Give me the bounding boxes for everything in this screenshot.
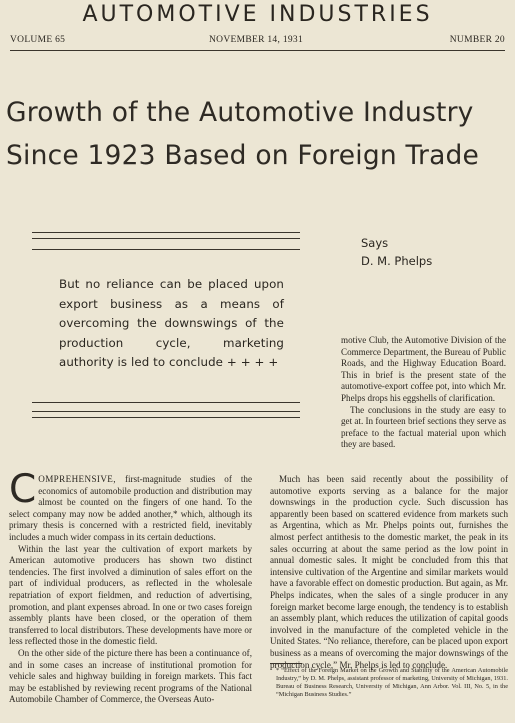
paragraph: On the other side of the picture there has been a continuance of, and in some cases an increase of institutional promotion for vehicle sales and highway building in foreign markets. This fact may be established by reviewing recent programs of the National Automobile Chamber of Commerce, the Overseas Auto- [9, 647, 252, 705]
rule-bottom-single [32, 402, 300, 403]
article-headline [6, 91, 511, 177]
rule-bottom-double [32, 411, 300, 418]
rule-top-single [32, 249, 300, 250]
paragraph: Much has been said recently about the possibility of automotive exports serving as a balance for the major downswings in the production cycle. Such discussion has apparently been based on scattered evidence from markets such as Argentina, which as Mr. Phelps points out, furnishes the almost perfect antithesis to the domestic market, the peak in its sales occurring at about the same period as the low point in annual domestic sales. It might be concluded from this that intensive cultivation of the Argentine and similar markets would have a favorable effect on domestic production. But again, as Mr. Phelps indicates, when the sales of a single producer in any foreign market become large enough, the tendency is to establish an assembly plant, which reduces the utilization of capital goods involved in the manufacture of the completed vehicle in the United States. “No reliance, therefore, can be placed upon export business as a means of overcoming the major downswings of the production cycle,” Mr. Phelps is led to conclude. [270, 474, 508, 670]
issue-date: NOVEMBER 14, 1931 [209, 35, 304, 45]
issue-number: NUMBER 20 [449, 35, 505, 45]
paragraph: Within the last year the cultivation of export markets by American automotive producers has shown two distinct tendencies. The first involved a diminution of sales effort on the part of individual producers, as reflected in the wholesale repatriation of export fieldmen, and reduction of advertising, promotion, and plant expenses abroad. In one or two cases foreign assembly plants have been closed, or the operation of them transferred to local distributors. These developments have more or less reflected those in the domestic field. [9, 543, 252, 647]
byline-author: D. M. Phelps [361, 254, 433, 268]
footnote: * “Effect of the Foreign Market on the Growth and Stability of the American Automobile Industry,” by D. M. Phelps, assistant professor of marketing, University of Michigan, 1931. Bureau of Business Research, University of Michigan, Ann Arbor. Vol. III, No. 5, in the “Michigan Business Studies.” [276, 667, 508, 698]
headline-line-1: Growth of the Automotive Industry [6, 97, 474, 128]
issue-line [10, 35, 505, 47]
lead-smallcaps: OMPREHENSIVE, [38, 474, 116, 484]
byline [361, 234, 481, 270]
pull-quote: But no reliance can be placed upon export business as a means of overcoming the downswings of the production cycle, marketing authority is led to conclude + + + + [59, 277, 284, 369]
drop-cap: C [9, 467, 37, 512]
paragraph: motive Club, the Automotive Division of the Commerce Department, the Bureau of Public Roads, and the Highway Education Board. This in brief is the present state of the automotive-export coffee pot, into which Mr. Phelps drops his eggshells of clarification. [341, 335, 506, 403]
lead-paragraph [9, 467, 252, 544]
masthead-rule [10, 50, 505, 51]
paragraph: The conclusions in the study are easy to get at. In fourteen brief sections they serve as preface to the factual material upon which they are based. [341, 404, 506, 450]
left-column [9, 467, 252, 706]
right-column-top [341, 335, 506, 451]
byline-says: Says [361, 236, 389, 250]
lead-text: first-magnitude studies of the economics of automobile production and distribution may almost be counted on the fingers of one hand. To the select company may now be added another,* which, although its primary thesis is concerned with a restricted field, inevitably includes a much wider compass in its certain deductions. [9, 474, 252, 542]
masthead-title: AUTOMOTIVE INDUSTRIES [82, 2, 433, 27]
footnote-rule [270, 663, 302, 664]
headline-line-2: Since 1923 Based on Foreign Trade [6, 140, 480, 171]
right-column [270, 474, 508, 671]
volume-label: VOLUME 65 [10, 35, 66, 45]
rule-top-double [32, 232, 300, 239]
